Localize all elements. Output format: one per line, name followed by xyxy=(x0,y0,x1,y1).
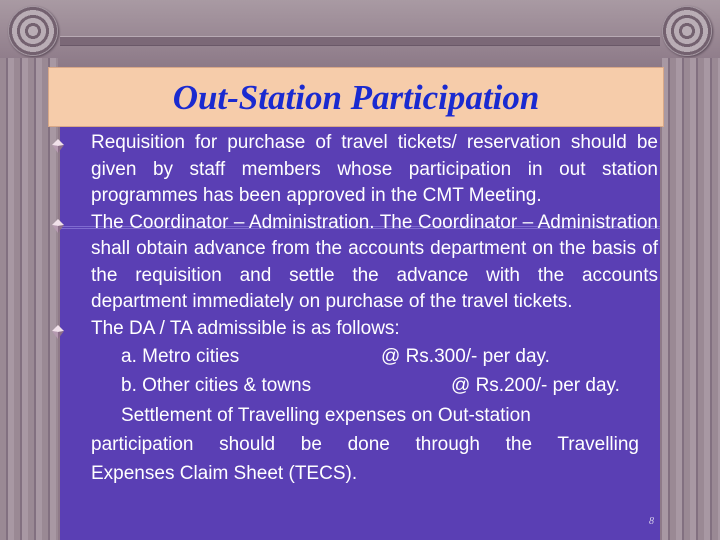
bullet-item xyxy=(48,210,658,316)
spiral-volute-icon xyxy=(8,6,58,56)
bullet-list xyxy=(48,130,658,488)
column-capital-band xyxy=(0,0,720,66)
allowance-item xyxy=(91,371,658,401)
page-number: 8 xyxy=(649,516,654,527)
bullet-diamond-icon xyxy=(52,219,64,233)
allowance-label: a. Metro cities xyxy=(121,346,240,367)
allowance-rate: @ Rs.300/- per day. xyxy=(381,346,550,367)
bullet-diamond-icon xyxy=(52,325,64,339)
title-banner xyxy=(48,67,664,127)
settlement-text-line-2: participation should be done through the Travelling xyxy=(91,434,639,455)
slide-title: Out-Station Participation xyxy=(172,78,540,117)
right-column-decoration xyxy=(662,58,720,540)
allowance-label: b. Other cities & towns xyxy=(121,375,312,396)
bullet-text: Requisition for purchase of travel tickets/ reservation should be given by staff members whose participation in out station programmes has been approved in the CMT Meeting. xyxy=(91,132,658,206)
spiral-volute-icon xyxy=(662,6,712,56)
allowance-item xyxy=(91,342,658,371)
settlement-text-line-1: Settlement of Travelling expenses on Out-station xyxy=(121,405,531,426)
bullet-text: The DA / TA admissible is as follows: xyxy=(91,317,400,339)
allowance-rate: @ Rs.200/- per day. xyxy=(451,375,620,396)
settlement-text-line-3: Expenses Claim Sheet (TECS). xyxy=(91,463,358,484)
bullet-diamond-icon xyxy=(52,139,64,153)
bullet-item xyxy=(48,316,658,489)
bullet-item xyxy=(48,130,658,210)
bullet-text: The Coordinator – Administration. The Coordinator – Administration shall obtain advance from the accounts department on the basis of the requisition and settle the advance with the accounts department immediately on purchase of the travel tickets. xyxy=(91,211,658,312)
